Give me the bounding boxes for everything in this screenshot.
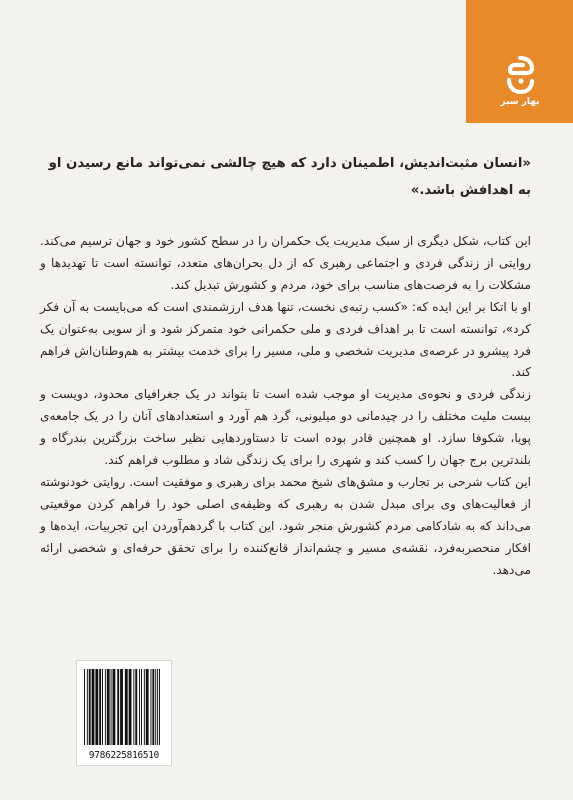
orange-corner-block [466, 0, 573, 123]
barcode-bar [146, 669, 149, 745]
barcode-bar [141, 669, 142, 745]
barcode-bar [89, 669, 91, 745]
barcode-bar [84, 669, 85, 745]
description-paragraph: او با اتکا بر این ایده که: «کسب رتبه‌ی نخست، تنها هدف ارزشمندی است که می‌بایست به آن فکر کرد»، توانسته است تا بر اهداف فردی و ملی حکمرانی خود متمرکز شود و از سویی به‌عنوان یک فرد پیشرو در عرصه‌ی مدیریت شخصی و ملی، مسیر را برای خدمت بیشتر به هم‌وطنان‌اش فراهم کند. [40, 299, 531, 380]
back-cover-quote: «انسان مثبت‌اندیش، اطمینان دارد که هیچ چالشی نمی‌تواند مانع رسیدن او به اهدافش باشد.» [48, 156, 531, 198]
isbn-number: 9786225816510 [88, 750, 160, 761]
barcode-bar [155, 669, 156, 745]
barcode-bar [135, 669, 137, 745]
barcode-bar [129, 669, 132, 745]
barcode-bar [144, 669, 145, 745]
publisher-logo-text: بهار سبز [500, 97, 540, 107]
barcode-bar [151, 669, 152, 745]
barcode-bar [125, 669, 128, 745]
barcode-bar [87, 669, 88, 745]
barcode-bar [117, 669, 119, 745]
barcode-bar [111, 669, 112, 745]
back-cover-description [40, 231, 531, 582]
barcode-bar [139, 669, 140, 745]
description-paragraph: این کتاب شرحی بر تجارب و مشق‌های شیخ محمد برای رهبری و موفقیت است. روایتی خودنوشته از فعالیت‌های وی برای مبدل شدن به رهبری که وظیفه‌ی اصلی خود را فراهم کردن موقعیتی می‌داند که به شادکامی مردم کشورش منجر شود. این کتاب با گردهم‌آوردن این تجربیات، ایده‌ها و افکار منحصربه‌فرد، نقشه‌ی مسیر و چشم‌انداز قانع‌کننده را برای تحقق حرفه‌ای و شخصی ارائه می‌دهد. [40, 474, 531, 577]
barcode-bar [95, 669, 98, 745]
barcode-bar [102, 669, 103, 745]
isbn-barcode [76, 660, 172, 766]
barcode-bar [152, 669, 154, 745]
barcode-bar [159, 669, 160, 745]
barcode-bar [120, 669, 123, 745]
barcode-bar [113, 669, 116, 745]
publisher-logo-icon [501, 56, 539, 96]
barcode-bar [107, 669, 110, 745]
barcode-bar [105, 669, 106, 745]
description-paragraph: زندگی فردی و نحوه‌ی مدیریت او موجب شده است تا بتواند در یک جغرافیای محدود، دویست و بیست ملیت مختلف را در چیدمانی دو میلیونی، گرد هم آورد و استعدادهای آنان را در یک جامعه‌ی پویا، شکوفا سازد. او همچنین قادر بوده است تا دستاوردهایی نظیر ساخت بزرگترین بندرگاه و بلندترین برج جهان را کسب کند و شهری را برای یک زندگی شاد و مطلوب فراهم کند. [40, 387, 531, 468]
barcode-bar [133, 669, 134, 745]
barcode-bar [99, 669, 101, 745]
barcode-bars [83, 669, 165, 747]
barcode-bar [92, 669, 95, 745]
barcode-bar [157, 669, 158, 745]
description-paragraph: این کتاب، شکل دیگری از سبک مدیریت یک حکمران را در سطح کشور خود و جهان ترسیم می‌کند. روایتی از زندگی فردی و اجتماعی رهبری که از دل بحران‌های متعدد، توانسته است تا تهدیدها و مشکلات را به فرصت‌های مناسب برای خود، مردم و کشورش تبدیل کند. [40, 234, 531, 292]
publisher-logo [490, 56, 550, 116]
